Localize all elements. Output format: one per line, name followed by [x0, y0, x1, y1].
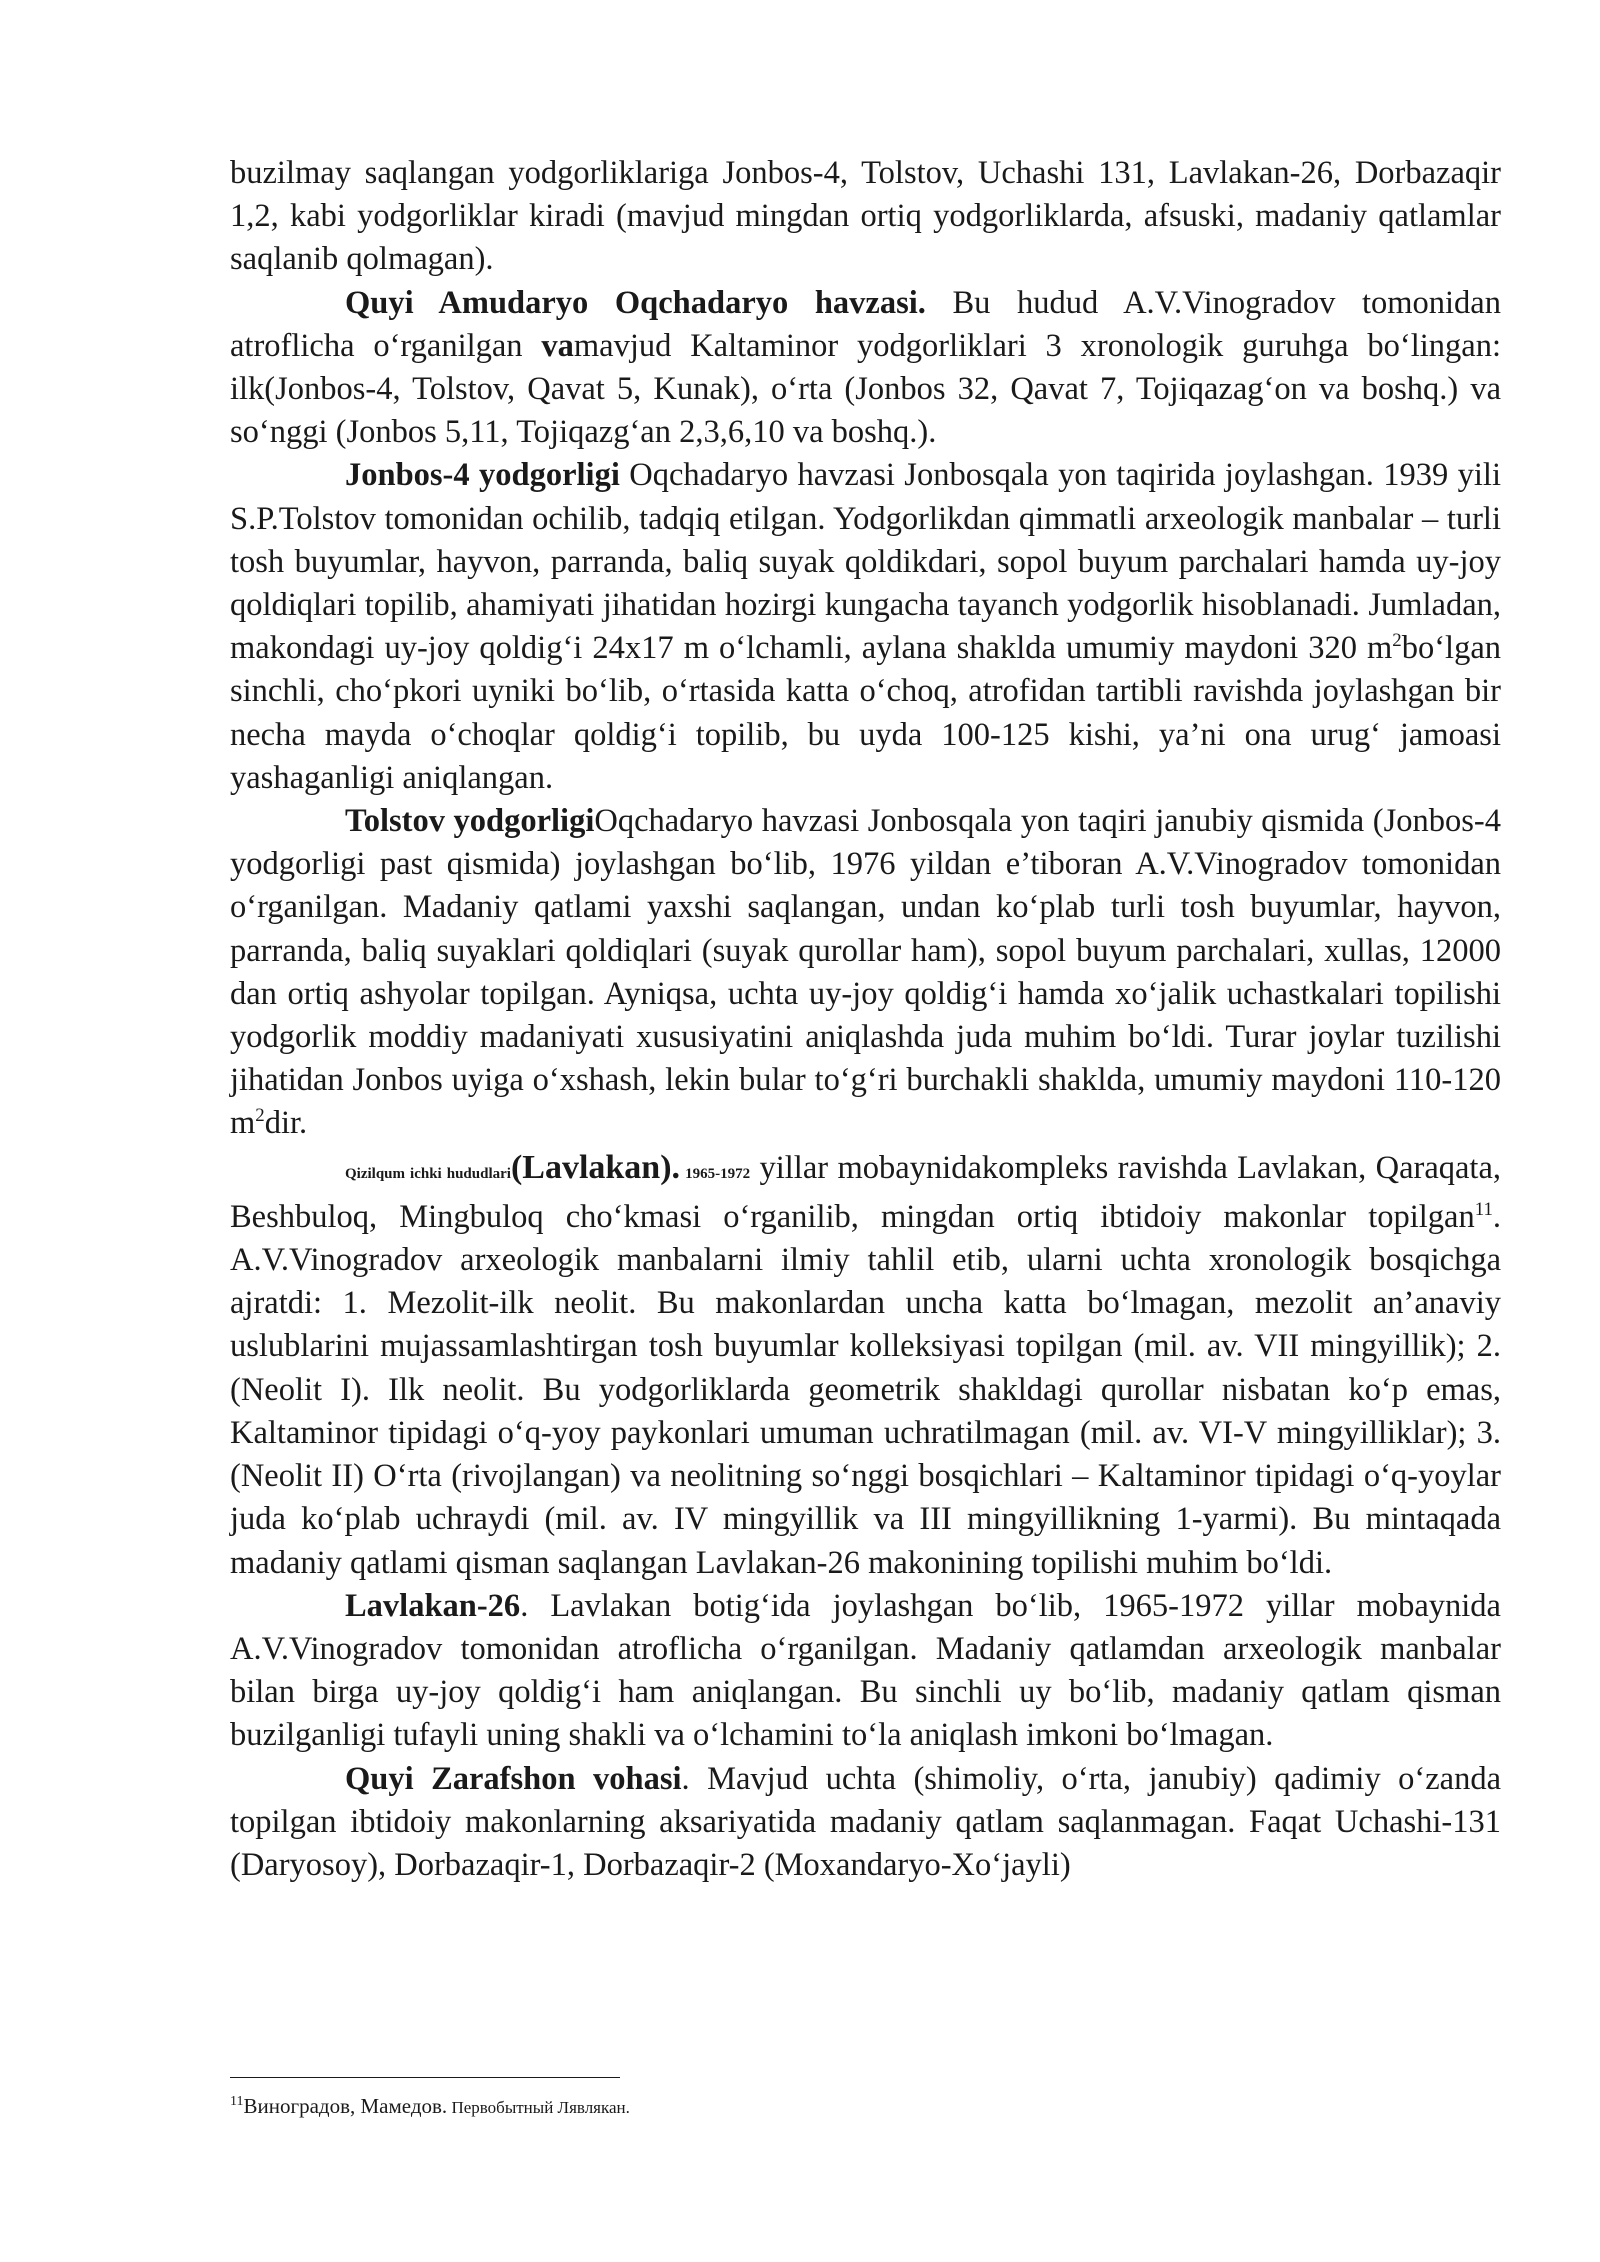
section-heading: Quyi Zarafshon vohasi [345, 1760, 682, 1797]
section-heading: (Lavlakan). [510, 1148, 681, 1186]
superscript: 2 [255, 1105, 265, 1127]
small-years: 1965-1972 [680, 1165, 751, 1182]
paragraph-2 [230, 282, 1501, 455]
paragraph-text: . Mavjud uchta (shimoliy, o‘rta, janubiy) qadimiy o‘zanda topilgan ibtidoiy makonlarning aksariyatida madaniy qatlam saqlanmagan. Faqat Uchashi-131 (Daryosoy), Dorbazaqir-1, Dorbazaqir-2 (Moxandaryo-Xo‘jayli) [230, 1760, 1502, 1883]
small-heading: Qizilqum ichki hududlari [345, 1165, 511, 1182]
section-heading: Jonbos-4 yodgorligi [345, 457, 620, 494]
footnote-mark: 11 [230, 2094, 244, 2109]
paragraph-text: bo‘lgan sinchli, cho‘pkori uyniki bo‘lib, o‘rtasida katta o‘choq, atrofidan tartibli ravishda joylashgan bir necha mayda o‘choqlar qoldig‘i topilib, bu uyda 100-125 kishi, ya’ni ona urug‘ jamoasi yashaganligi aniqlangan. [230, 630, 1501, 796]
footnote-reference[interactable]: 11 [1474, 1199, 1493, 1221]
footnote-divider [230, 2077, 620, 2078]
paragraph-text: buzilmay saqlangan yodgorliklariga Jonbos-4, Tolstov, Uchashi 131, Lavlakan-26, Dorbazaqir 1,2, kabi yodgorliklar kiradi (mavjud mingdan ortiq yodgorliklarda, afsuski, madaniy qatlamlar saqlanib qolmagan). [230, 155, 1501, 278]
paragraph-7 [230, 1758, 1501, 1888]
paragraph-5 [230, 1146, 1501, 1585]
paragraph-1 [230, 152, 1501, 282]
paragraph-text: mavjud Kaltaminor yodgorliklari 3 xronologik guruhga bo‘lingan: ilk(Jonbos-4, Tolstov, Qavat 5, Kunak), o‘rta (Jonbos 32, Qavat 7, Tojiqazag‘on va boshq.) va so‘nggi (Jonbos 5,11, Tojiqazg‘an 2,3,6,10 va boshq.). [230, 327, 1501, 451]
bold-word: va [541, 327, 574, 364]
section-heading: Tolstov yodgorligi [345, 803, 595, 840]
paragraph-text: yillar mobaynidakompleks ravishda Lavlakan, Qaraqata, Beshbuloq, Mingbuloq cho‘kmasi o‘rganilib, mingdan ortiq ibtidoiy makonlar topilgan [230, 1149, 1501, 1235]
paragraph-text: . Lavlakan botig‘ida joylashgan bo‘lib, 1965-1972 yillar mobaynida A.V.Vinogradov tomonidan atroflicha o‘rganilgan. Madaniy qatlamdan arxeologik manbalar bilan birga uy-joy qoldig‘i ham aniqlangan. Bu sinchli uy bo‘lib, madaniy qatlam qisman buzilganligi tufayli uning shakli va o‘lchamini to‘la aniqlash imkoni bo‘lmagan. [230, 1587, 1501, 1754]
paragraph-text: Bu hudud A.V.Vinogradov tomonidan atroflicha o‘rganilgan [230, 284, 1501, 364]
paragraph-6 [230, 1585, 1501, 1758]
footnote [230, 2094, 630, 2119]
section-heading: Quyi Amudaryo Oqchadaryo havzasi. [345, 284, 926, 321]
footnote-title: Первобытный Лявлякан. [447, 2098, 630, 2117]
paragraph-text: Oqchadaryo havzasi Jonbosqala yon taqiri janubiy qismida (Jonbos-4 yodgorligi past qismida) joylashgan bo‘lib, 1976 yildan e’tiboran A.V.Vinogradov tomonidan o‘rganilgan. Madaniy qatlami yaxshi saqlangan, undan ko‘plab turli tosh buyumlar, hayvon, parranda, baliq suyaklari qoldiqlari (suyak qurollar ham), sopol buyum parchalari, xullas, 12000 dan ortiq ashyolar topilgan. Ayniqsa, uchta uy-joy qoldig‘i hamda xo‘jalik uchastkalari topilishi yodgorlik moddiy madaniyati xususiyatini aniqlashda juda muhim bo‘ldi. Turar joylar tuzilishi jihatidan Jonbos uyiga o‘xshash, lekin bular to‘g‘ri burchakli shaklda, umumiy maydoni 110-120 m [230, 803, 1501, 1142]
paragraph-text: dir. [264, 1105, 308, 1142]
body-text [230, 152, 1501, 1887]
paragraph-text: Oqchadaryo havzasi Jonbosqala yon taqirida joylashgan. 1939 yili S.P.Tolstov tomonidan ochilib, tadqiq etilgan. Yodgorlikdan qimmatli arxeologik manbalar – turli tosh buyumlar, hayvon, parranda, baliq suyak qoldikdari, sopol buyum parchalari hamda uy-joy qoldiqlari topilib, ahamiyati jihatidan hozirgi kungacha tayanch yodgorlik hisoblanadi. Jumladan, makondagi uy-joy qoldig‘i 24x17 m o‘lchamli, aylana shaklda umumiy maydoni 320 m [230, 457, 1501, 667]
footnote-authors: Виноградов, Мамедов. [243, 2094, 448, 2118]
paragraph-4 [230, 800, 1501, 1146]
section-heading: Lavlakan-26 [345, 1587, 521, 1624]
paragraph-3 [230, 454, 1501, 800]
superscript: 2 [1392, 630, 1402, 652]
paragraph-text: . A.V.Vinogradov arxeologik manbalarni ilmiy tahlil etib, ularni uchta xronologik bosqichga ajratdi: 1. Mezolit-ilk neolit. Bu makonlardan uncha katta bo‘lmagan, mezolit an’anaviy uslublarini mujassamlashtirgan tosh buyumlar kolleksiyasi topilgan (mil. av. VII mingyillik); 2. (Neolit I). Ilk neolit. Bu yodgorliklarda geometrik shakldagi qurollar nisbatan ko‘p emas, Kaltaminor tipidagi o‘q-yoy paykonlari umuman uchratilmagan (mil. av. VI-V mingyilliklar); 3. (Neolit II) O‘rta (rivojlangan) va neolitning so‘nggi bosqichlari – Kaltaminor tipidagi o‘q-yoylar juda ko‘plab uchraydi (mil. av. IV mingyillik va III mingyillikning 1-yarmi). Bu mintaqada madaniy qatlami qisman saqlangan Lavlakan-26 makonining topilishi muhim bo‘ldi. [230, 1198, 1501, 1581]
